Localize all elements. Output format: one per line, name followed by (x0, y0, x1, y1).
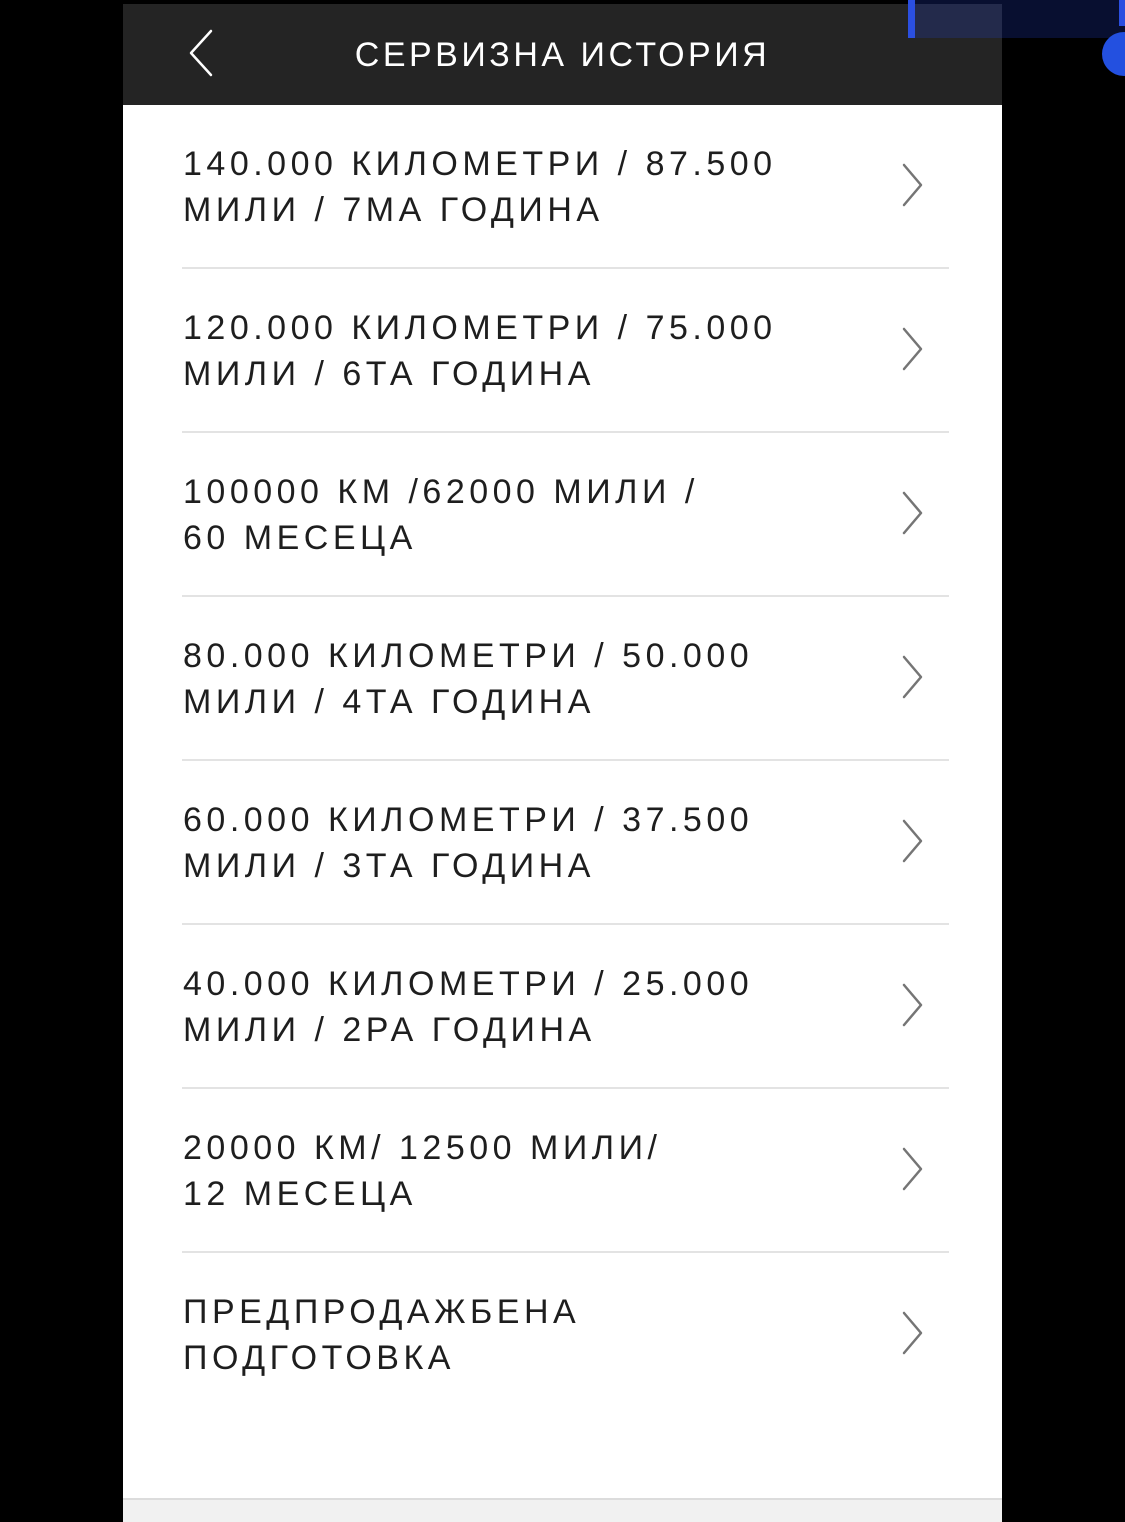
chevron-right-icon (902, 819, 924, 868)
service-item-presale[interactable] (123, 1253, 1002, 1417)
service-item-20000km[interactable] (123, 1089, 1002, 1253)
chevron-right-icon (902, 1147, 924, 1196)
service-item-100000km[interactable] (123, 433, 1002, 597)
chevron-right-icon (902, 163, 924, 212)
chevron-right-icon (902, 491, 924, 540)
chevron-left-icon (188, 28, 214, 81)
service-item-label: 120.000 КИЛОМЕТРИ / 75.000 МИЛИ / 6ТА ГОДИНА (183, 309, 777, 393)
chevron-right-icon (902, 655, 924, 704)
service-item-140000km[interactable] (123, 105, 1002, 269)
status-overlay-rect (908, 0, 1125, 38)
page-title: СЕРВИЗНА ИСТОРИЯ (354, 36, 771, 74)
notification-dot (1102, 32, 1125, 76)
service-item-label: 40.000 КИЛОМЕТРИ / 25.000 МИЛИ / 2РА ГОДИНА (183, 965, 754, 1049)
chevron-right-icon (902, 1311, 924, 1360)
status-overlay-left-bar (908, 0, 915, 38)
chevron-right-icon (902, 983, 924, 1032)
service-item-label: ПРЕДПРОДАЖБЕНА ПОДГОТОВКА (183, 1293, 581, 1377)
back-button[interactable] (171, 4, 231, 105)
service-item-60000km[interactable] (123, 761, 1002, 925)
header-bar (123, 0, 1002, 105)
service-history-screen (123, 0, 1002, 1522)
service-item-label: 80.000 КИЛОМЕТРИ / 50.000 МИЛИ / 4ТА ГОДИНА (183, 637, 754, 721)
service-item-label: 20000 КМ/ 12500 МИЛИ/ 12 МЕСЕЦА (183, 1129, 662, 1213)
service-item-label: 100000 КМ /62000 МИЛИ / 60 МЕСЕЦА (183, 473, 699, 557)
service-item-label: 60.000 КИЛОМЕТРИ / 37.500 МИЛИ / 3ТА ГОДИНА (183, 801, 754, 885)
service-item-120000km[interactable] (123, 269, 1002, 433)
service-history-list (123, 105, 1002, 1522)
service-item-80000km[interactable] (123, 597, 1002, 761)
bottom-bar (123, 1498, 1002, 1522)
status-overlay-corner-bar (1119, 0, 1125, 26)
chevron-right-icon (902, 327, 924, 376)
service-item-label: 140.000 КИЛОМЕТРИ / 87.500 МИЛИ / 7МА ГОДИНА (183, 145, 777, 229)
service-item-40000km[interactable] (123, 925, 1002, 1089)
